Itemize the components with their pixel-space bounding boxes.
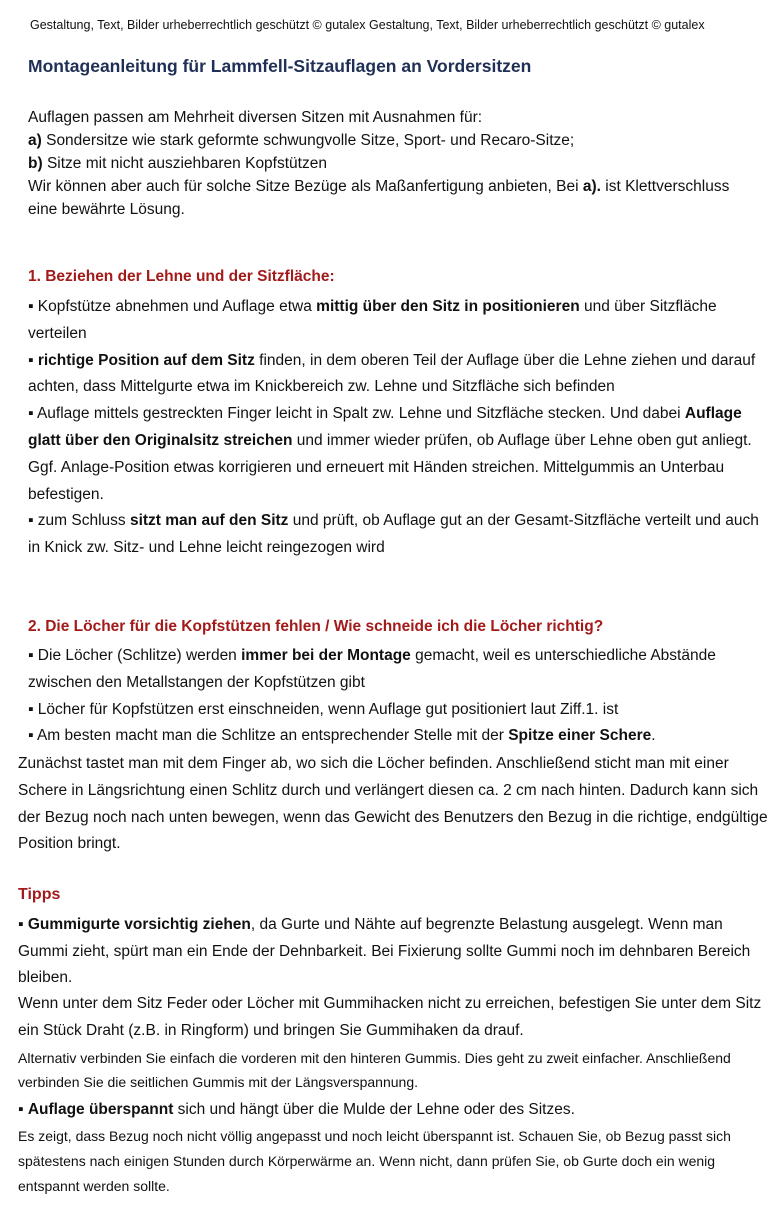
section-2-paragraph: Zunächst tastet man mit dem Finger ab, wo sich die Löcher befinden. Anschließend sticht man mit einer Schere in Längsrichtung einen Schlitz durch und verlängert diesen ca. 2 cm nach hinten. Dadurch kann sich der Bezug noch nach unten bewegen, wenn das Gewicht des Benutzers den Bezug in die richtige, endgültige Position bringt.: [18, 755, 768, 853]
bullet-item: ▪ zum Schluss sitzt man auf den Sitz und prüft, ob Auflage gut an der Gesamt-Sitzfläche verteilt und auch in Knick zw. Sitz- und Lehne leicht reingezogen wird: [28, 512, 759, 557]
page-title: Montageanleitung für Lammfell-Sitzauflagen an Vordersitzen: [28, 56, 532, 76]
bullet-item: ▪ Löcher für Kopfstützen erst einschneiden, wenn Auflage gut positioniert laut Ziff.1. ist: [28, 700, 619, 718]
section-2-heading: 2. Die Löcher für die Kopfstützen fehlen / Wie schneide ich die Löcher richtig?: [28, 618, 604, 635]
tip-paragraph-small: Alternativ verbinden Sie einfach die vorderen mit den hinteren Gummis. Dies geht zu zweit einfacher. Anschließend verbinden Sie die seitlichen Gummis mit der Längsverspannung.: [18, 1050, 731, 1090]
tip-item: ▪ Auflage überspannt sich und hängt über die Mulde der Lehne oder des Sitzes.: [18, 1101, 575, 1118]
bullet-item: ▪ Am besten macht man die Schlitze an entsprechender Stelle mit der Spitze einer Schere.: [28, 727, 656, 745]
bullet-item: ▪ Auflage mittels gestreckten Finger leicht in Spalt zw. Lehne und Sitzfläche stecken. Und dabei Auflage glatt über den Originalsitz streichen und immer wieder prüfen, ob Auflage über Lehne oben gut anliegt. Ggf. Anlage-Position etwas korrigieren und erneuert mit Händen streichen. Mittelgummis an Unterbau befestigen.: [28, 405, 752, 503]
item-text: Sitze mit nicht ausziehbaren Kopfstützen: [42, 155, 327, 172]
intro-block: [28, 106, 748, 221]
section-1-heading: 1. Beziehen der Lehne und der Sitzfläche:: [28, 268, 335, 285]
tip-item: ▪ Gummigurte vorsichtig ziehen, da Gurte und Nähte auf begrenzte Belastung ausgelegt. Wenn man Gummi zieht, spürt man ein Ende der Dehnbarkeit. Bei Fixierung sollte Gummi noch im dehnbaren Bereich bleiben.: [18, 916, 751, 986]
intro-item-b: [28, 152, 748, 175]
intro-line: Auflagen passen am Mehrheit diversen Sitzen mit Ausnahmen für:: [28, 109, 483, 126]
tips-heading: Tipps: [18, 886, 61, 903]
bullet-item: ▪ Die Löcher (Schlitze) werden immer bei der Montage gemacht, weil es unterschiedliche Abstände zwischen den Metallstangen der Kopfstützen gibt: [28, 647, 716, 691]
section-2-bullets: [28, 643, 772, 750]
item-label: a): [28, 132, 42, 149]
bullet-item: ▪ richtige Position auf dem Sitz finden, in dem oberen Teil der Auflage über die Lehne ziehen und darauf achten, dass Mittelgurte etwa im Knickbereich zw. Lehne und Sitzfläche sich befinden: [28, 351, 756, 396]
section-1-body: [28, 294, 772, 562]
bullet-item: ▪ Kopfstütze abnehmen und Auflage etwa mittig über den Sitz in positionieren und über Sitzfläche verteilen: [28, 298, 717, 342]
tip-paragraph-small: Es zeigt, dass Bezug noch nicht völlig angepasst und noch leicht überspannt ist. Schauen Sie, ob Bezug passt sich spätestens nach einigen Stunden durch Körperwärme an. Wenn nicht, dann prüfen Sie, ob Gurte doch ein wenig entspannt werden sollte.: [18, 1128, 731, 1194]
item-text: Sondersitze wie stark geformte schwungvolle Sitze, Sport- und Recaro-Sitze;: [41, 132, 575, 149]
tip-paragraph: Wenn unter dem Sitz Feder oder Löcher mit Gummihacken nicht zu erreichen, befestigen Sie unter dem Sitz ein Stück Draht (z.B. in Ringform) und bringen Sie Gummihaken da drauf.: [18, 995, 762, 1039]
intro-item-a: [28, 129, 748, 152]
copyright-header: Gestaltung, Text, Bilder urheberrechtlich geschützt © gutalex Gestaltung, Text, Bilder urheberrechtlich geschützt © gutalex: [30, 18, 705, 32]
intro-line: Wir können aber auch für solche Sitze Bezüge als Maßanfertigung anbieten, Bei a). ist Klettverschluss eine bewährte Lösung.: [28, 178, 730, 218]
item-label: b): [28, 155, 43, 172]
